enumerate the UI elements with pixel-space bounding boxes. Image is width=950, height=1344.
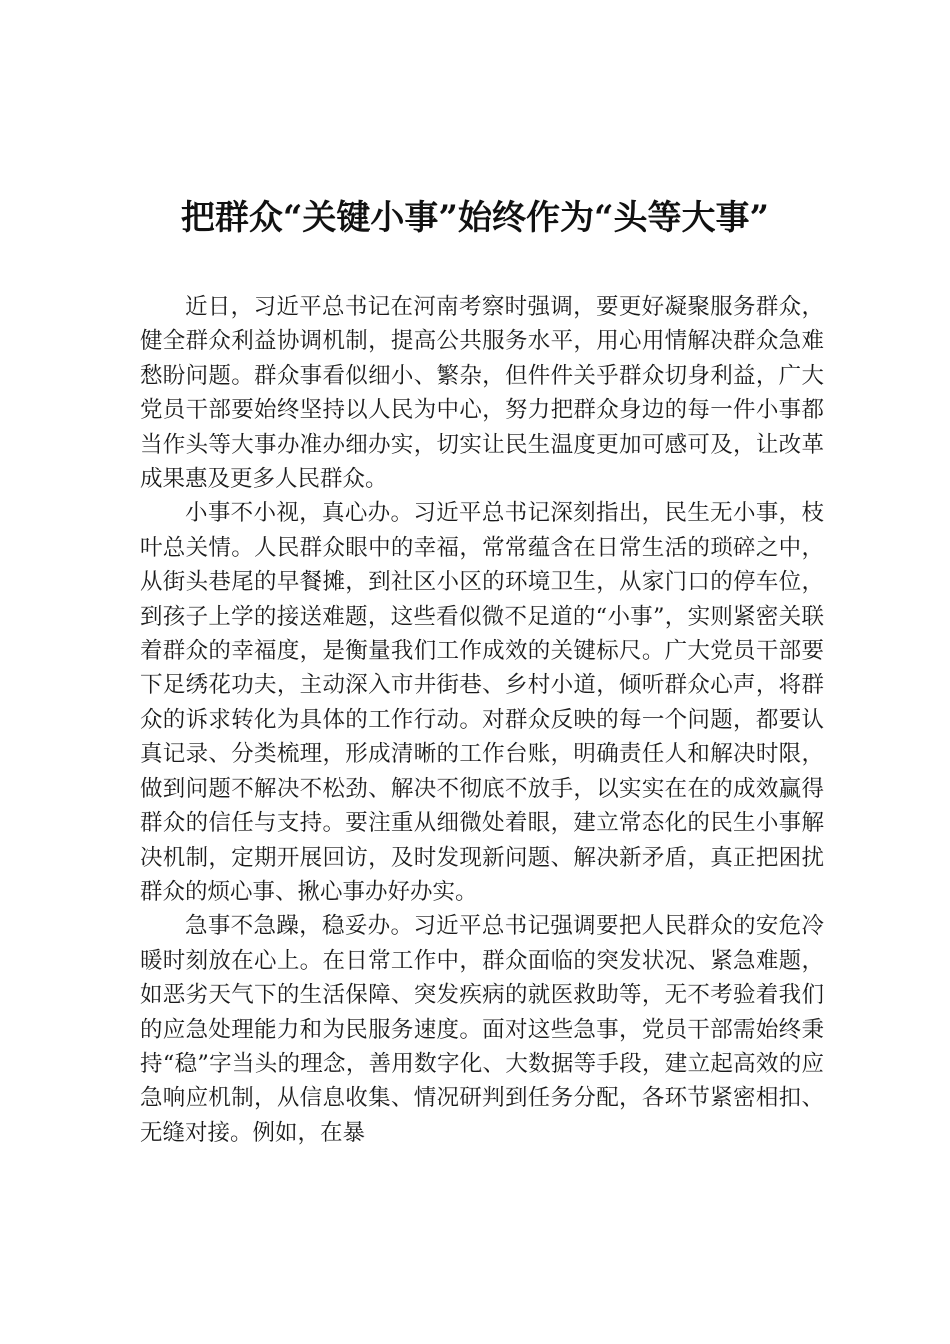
paragraph-1: 近日，习近平总书记在河南考察时强调，要更好凝聚服务群众，健全群众利益协调机制，提高公共服务水平，用心用情解决群众急难愁盼问题。群众事看似细小、繁杂，但件件关乎群众切身利益，广大党员干部要始终坚持以人民为中心，努力把群众身边的每一件小事都当作头等大事办准办细办实，切实让民生温度更加可感可及，让改革成果惠及更多人民群众。: [140, 294, 824, 493]
paragraph-2: 小事不小视，真心办。习近平总书记深刻指出，民生无小事，枝叶总关情。人民群众眼中的幸福，常常蕴含在日常生活的琐碎之中，从街头巷尾的早餐摊，到社区小区的环境卫生，从家门口的停车位，到孩子上学的接送难题，这些看似微不足道的“小事”，实则紧密关联着群众的幸福度，是衡量我们工作成效的关键标尺。广大党员干部要下足绣花功夫，主动深入市井街巷、乡村小道，倾听群众心声，将群众的诉求转化为具体的工作行动。对群众反映的每一个问题，都要认真记录、分类梳理，形成清晰的工作台账，明确责任人和解决时限，做到问题不解决不松劲、解决不彻底不放手，以实实在在的成效赢得群众的信任与支持。要注重从细微处着眼，建立常态化的民生小事解决机制，定期开展回访，及时发现新问题、解决新矛盾，真正把困扰群众的烦心事、揪心事办好办实。: [140, 500, 824, 905]
document-title: 把群众“关键小事”始终作为“头等大事”: [180, 198, 770, 238]
paragraph-3: 急事不急躁，稳妥办。习近平总书记强调要把人民群众的安危冷暖时刻放在心上。在日常工作中，群众面临的突发状况、紧急难题，如恶劣天气下的生活保障、突发疾病的就医救助等，无不考验着我们的应急处理能力和为民服务速度。面对这些急事，党员干部需始终秉持“稳”字当头的理念，善用数字化、大数据等手段，建立起高效的应急响应机制，从信息收集、情况研判到任务分配，各环节紧密相扣、无缝对接。例如，在暴: [140, 913, 824, 1146]
document-body: [140, 290, 824, 1150]
